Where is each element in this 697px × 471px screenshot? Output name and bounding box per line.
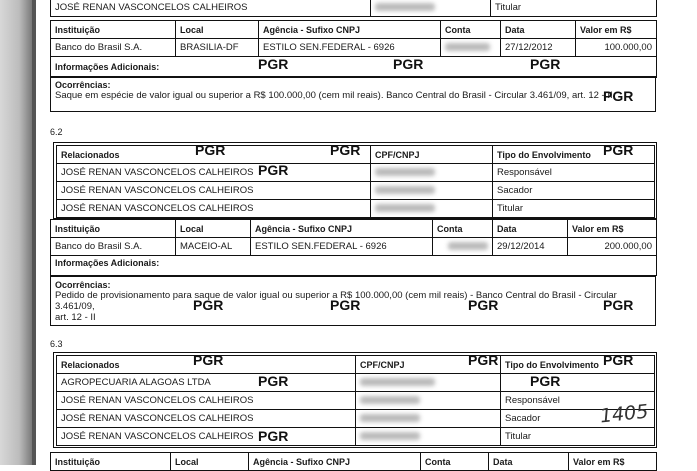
header-row xyxy=(57,356,655,374)
header-valor: Valor em R$ xyxy=(568,220,657,238)
header-tipo: Tipo do Envolvimento xyxy=(493,146,655,164)
ocorrencia-text: Pedido de provisionamento para saque de valor igual ou superior a R$ 100.000,00 (cem mil reais) - Banco Central do Brasil - Circular 3.461/09, xyxy=(55,290,617,312)
header-data: Data xyxy=(493,220,568,238)
data: 29/12/2014 xyxy=(493,238,568,256)
watermark: PGR xyxy=(330,142,361,158)
local: MACEIO-AL xyxy=(176,238,251,256)
header-local: Local xyxy=(176,21,259,39)
watermark: PGR xyxy=(258,56,289,72)
watermark: PGR xyxy=(193,352,224,368)
scan-edge xyxy=(0,0,32,465)
header-instituicao: Instituição xyxy=(51,220,176,238)
sec2-transaction-table xyxy=(50,219,657,276)
instituicao: Banco do Brasil S.A. xyxy=(51,39,176,57)
agencia: ESTILO SEN.FEDERAL - 6926 xyxy=(251,238,433,256)
header-tipo: Tipo do Envolvimento xyxy=(501,356,655,374)
data: 27/12/2012 xyxy=(501,39,576,57)
rel-name: JOSÉ RENAN VASCONCELOS CALHEIROS xyxy=(57,200,371,218)
table-row xyxy=(57,182,655,200)
rel-name: JOSÉ RENAN VASCONCELOS CALHEIROS xyxy=(57,428,356,446)
header-data: Data xyxy=(501,21,576,39)
table-row xyxy=(57,410,655,428)
header-conta: Conta xyxy=(433,220,493,238)
rel-tipo: Titular xyxy=(501,428,655,446)
watermark: PGR xyxy=(468,352,499,368)
header-row xyxy=(51,21,657,39)
watermark: PGR xyxy=(330,297,361,313)
table-row xyxy=(57,374,655,392)
scan-edge-shadow xyxy=(32,0,36,465)
rel-tipo: Sacador xyxy=(501,410,655,428)
rel-name: JOSÉ RENAN VASCONCELOS CALHEIROS xyxy=(57,182,371,200)
sec1-ocorrencias xyxy=(50,76,656,112)
watermark: PGR xyxy=(258,162,289,178)
conta-redacted xyxy=(441,39,501,57)
valor: 200.000,00 xyxy=(568,238,657,256)
rel-name: JOSÉ RENAN VASCONCELOS CALHEIROS xyxy=(51,0,371,17)
watermark: PGR xyxy=(603,352,634,368)
table-row xyxy=(51,0,657,17)
sec1-relacionados-table xyxy=(50,0,657,17)
header-instituicao: Instituição xyxy=(51,21,176,39)
ocorrencia-text-cont: art. 12 - II xyxy=(55,312,96,323)
conta-redacted xyxy=(433,238,493,256)
watermark: PGR xyxy=(530,56,561,72)
header-local: Local xyxy=(171,453,249,471)
header-instituicao: Instituição xyxy=(51,453,171,471)
info-adicionais: Informações Adicionais: xyxy=(51,57,657,78)
watermark: PGR xyxy=(603,88,634,104)
cpf-redacted xyxy=(371,164,493,182)
header-agencia: Agência - Sufixo CNPJ xyxy=(251,220,433,238)
cpf-redacted xyxy=(356,392,501,410)
header-cpf: CPF/CNPJ xyxy=(356,356,501,374)
table-row xyxy=(57,200,655,218)
table-row xyxy=(57,392,655,410)
rel-tipo: Sacador xyxy=(493,182,655,200)
table-row xyxy=(57,428,655,446)
header-relacionados: Relacionados xyxy=(57,146,371,164)
cpf-redacted xyxy=(371,182,493,200)
header-cpf: CPF/CNPJ xyxy=(371,146,493,164)
cpf-redacted xyxy=(356,428,501,446)
watermark: PGR xyxy=(393,56,424,72)
cpf-redacted xyxy=(356,410,501,428)
rel-name: AGROPECUARIA ALAGOAS LTDA xyxy=(57,374,356,392)
header-agencia: Agência - Sufixo CNPJ xyxy=(249,453,421,471)
instituicao: Banco do Brasil S.A. xyxy=(51,238,176,256)
header-row xyxy=(51,453,657,471)
table-row xyxy=(51,39,657,57)
header-data: Data xyxy=(489,453,569,471)
section-number: 6.2 xyxy=(50,127,63,137)
watermark: PGR xyxy=(603,142,634,158)
rel-name: JOSÉ RENAN VASCONCELOS CALHEIROS xyxy=(57,410,356,428)
watermark: PGR xyxy=(193,297,224,313)
watermark: PGR xyxy=(468,297,499,313)
ocorrencias-label: Ocorrências: xyxy=(55,80,111,90)
sec3-relacionados-table xyxy=(56,355,655,446)
valor: 100.000,00 xyxy=(576,39,657,57)
handwritten-annotation: 1405 xyxy=(598,400,650,428)
local: BRASILIA-DF xyxy=(176,39,259,57)
ocorrencia-text: Saque em espécie de valor igual ou superior a R$ 100.000,00 (cem mil reais). Banco Central do Brasil - Circular 3.461/09, art. 12 - II xyxy=(55,90,613,101)
header-conta: Conta xyxy=(421,453,489,471)
header-local: Local xyxy=(176,220,251,238)
table-row xyxy=(51,238,657,256)
header-row xyxy=(51,220,657,238)
rel-tipo: Titular xyxy=(493,200,655,218)
header-valor: Valor em R$ xyxy=(569,453,657,471)
watermark: PGR xyxy=(530,373,561,389)
cpf-redacted xyxy=(371,0,491,17)
table-row xyxy=(57,164,655,182)
watermark: PGR xyxy=(603,297,634,313)
rel-tipo: Titular xyxy=(491,0,657,17)
info-adicionais: Informações Adicionais: xyxy=(51,256,657,276)
rel-tipo: Responsável xyxy=(493,164,655,182)
watermark: PGR xyxy=(258,428,289,444)
rel-tipo xyxy=(501,374,655,392)
ocorrencias-label: Ocorrências: xyxy=(55,280,111,290)
rel-tipo: Responsável xyxy=(501,392,655,410)
sec3-transaction-table xyxy=(50,452,657,471)
rel-name: JOSÉ RENAN VASCONCELOS CALHEIROS xyxy=(57,164,371,182)
header-agencia: Agência - Sufixo CNPJ xyxy=(259,21,441,39)
cpf-redacted xyxy=(356,374,501,392)
header-conta: Conta xyxy=(441,21,501,39)
sec1-transaction-table xyxy=(50,20,657,78)
watermark: PGR xyxy=(258,373,289,389)
section-number: 6.3 xyxy=(50,339,63,349)
watermark: PGR xyxy=(195,142,226,158)
cpf-redacted xyxy=(371,200,493,218)
header-relacionados: Relacionados xyxy=(57,356,356,374)
rel-name: JOSÉ RENAN VASCONCELOS CALHEIROS xyxy=(57,392,356,410)
header-valor: Valor em R$ xyxy=(576,21,657,39)
agencia: ESTILO SEN.FEDERAL - 6926 xyxy=(259,39,441,57)
